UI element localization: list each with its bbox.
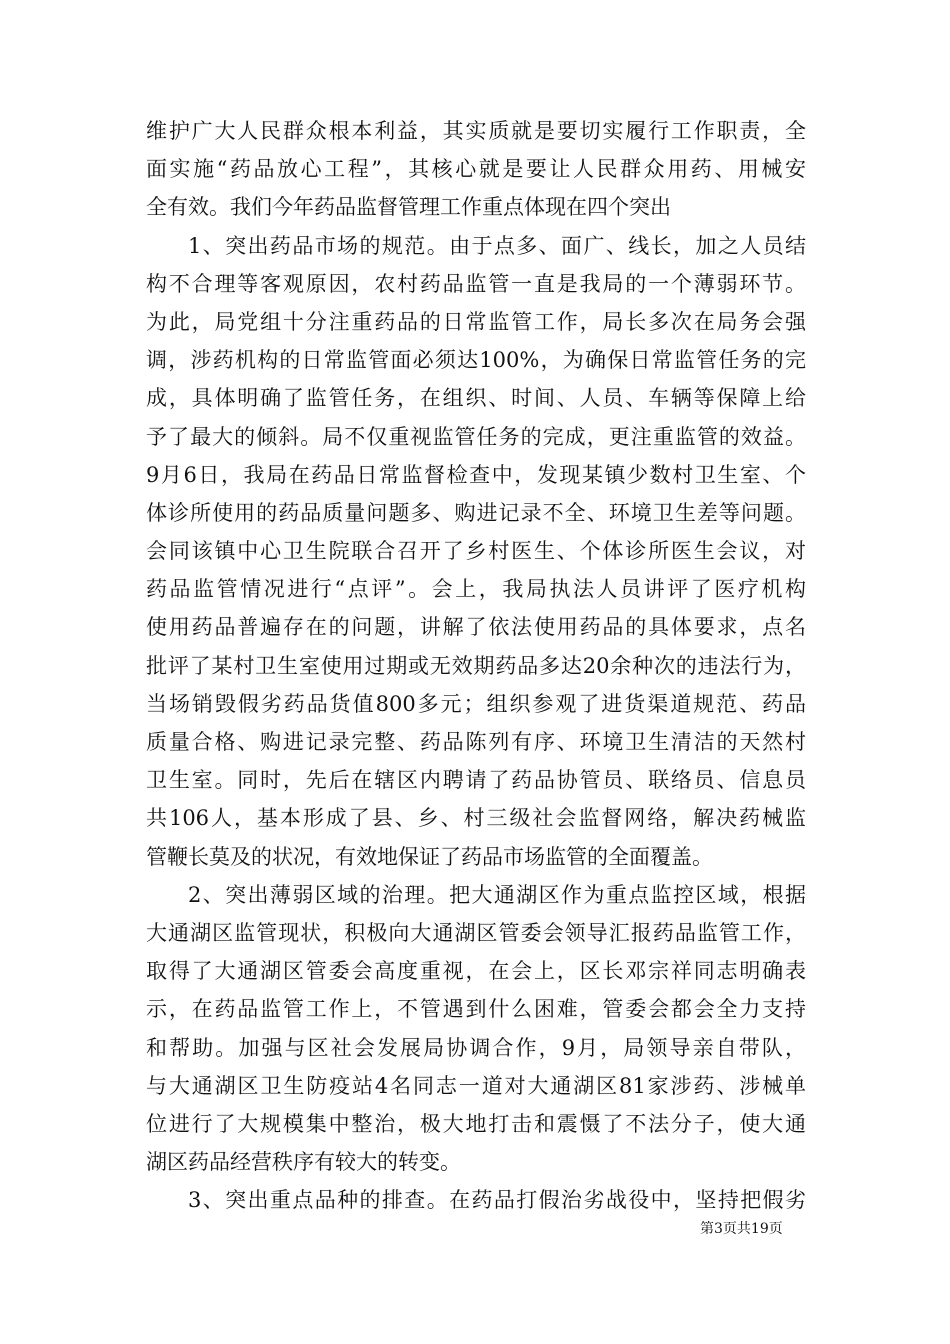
text-line: 湖区药品经营秩序有较大的转变。 — [146, 1150, 461, 1175]
text-line: 维护广大人民群众根本利益，其实质就是要切实履行工作职责，全 — [146, 119, 806, 143]
text-line: 全有效。我们今年药品监督管理工作重点体现在四个突出 — [146, 195, 671, 220]
text-line: 取得了大通湖区管委会高度重视，在会上，区长邓宗祥同志明确表 — [146, 959, 806, 984]
text-line: 体诊所使用的药品质量问题多、购进记录不全、环境卫生差等问题。 — [146, 500, 806, 525]
text-line: 批评了某村卫生室使用过期或无效期药品多达20余种次的违法行为， — [146, 653, 806, 678]
page-number-footer: 第3页共19页 — [700, 1221, 783, 1237]
text-line: 质量合格、购进记录完整、药品陈列有序、环境卫生清洁的天然村 — [146, 730, 806, 754]
text-line: 使用药品普遍存在的问题，讲解了依法使用药品的具体要求，点名 — [146, 615, 806, 640]
text-line: 当场销毁假劣药品货值800多元；组织参观了进货渠道规范、药品 — [146, 691, 806, 716]
text-line: 示，在药品监管工作上，不管遇到什么困难，管委会都会全力支持 — [146, 997, 806, 1022]
text-line: 共106人，基本形成了县、乡、村三级社会监督网络，解决药械监 — [146, 806, 806, 831]
text-line: 构不合理等客观原因，农村药品监管一直是我局的一个薄弱环节。 — [146, 271, 806, 296]
text-line: 面实施“药品放心工程”，其核心就是要让人民群众用药、用械安 — [146, 157, 806, 182]
body-text — [146, 112, 806, 1219]
text-line: 药品监管情况进行“点评”。会上，我局执法人员讲评了医疗机构 — [146, 577, 806, 602]
text-line: 1、突出药品市场的规范。由于点多、面广、线长，加之人员结 — [188, 233, 806, 258]
text-line: 会同该镇中心卫生院联合召开了乡村医生、个体诊所医生会议，对 — [146, 539, 806, 564]
text-line: 大通湖区监管现状，积极向大通湖区管委会领导汇报药品监管工作， — [146, 920, 806, 945]
text-line: 调，涉药机构的日常监管面必须达100%，为确保日常监管任务的完 — [146, 348, 806, 373]
text-line: 予了最大的倾斜。局不仅重视监管任务的完成，更注重监管的效益。 — [146, 424, 806, 449]
text-line: 成，具体明确了监管任务，在组织、时间、人员、车辆等保障上给 — [146, 386, 806, 411]
text-line: 管鞭长莫及的状况，有效地保证了药品市场监管的全面覆盖。 — [146, 844, 713, 869]
text-line: 2、突出薄弱区域的治理。把大通湖区作为重点监控区域，根据 — [188, 882, 806, 907]
text-line: 为此，局党组十分注重药品的日常监管工作，局长多次在局务会强 — [146, 309, 806, 334]
text-line: 位进行了大规模集中整治，极大地打击和震慑了不法分子，使大通 — [146, 1111, 806, 1136]
text-line: 3、突出重点品种的排查。在药品打假治劣战役中，坚持把假劣 — [188, 1188, 806, 1213]
text-line: 卫生室。同时，先后在辖区内聘请了药品协管员、联络员、信息员 — [146, 768, 806, 793]
text-line: 9月6日，我局在药品日常监督检查中，发现某镇少数村卫生室、个 — [146, 462, 806, 487]
text-line: 与大通湖区卫生防疫站4名同志一道对大通湖区81家涉药、涉械单 — [146, 1073, 806, 1098]
text-line: 和帮助。加强与区社会发展局协调合作，9月，局领导亲自带队， — [146, 1035, 806, 1060]
